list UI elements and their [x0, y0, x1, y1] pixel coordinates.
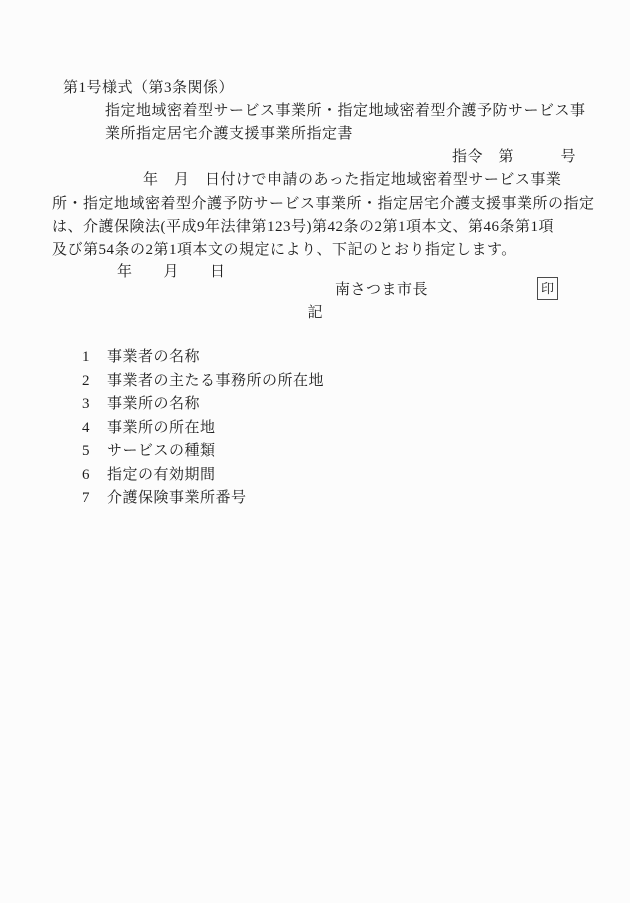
- item-label: 指定の有効期間: [107, 467, 216, 483]
- body-text-line-1: 年 月 日付けで申請のあった指定地域密着型サービス事業: [143, 172, 562, 188]
- item-number: 5: [82, 443, 90, 459]
- item-number: 4: [82, 420, 90, 436]
- record-marker: 記: [307, 305, 323, 321]
- item-label: 介護保険事業所番号: [107, 490, 247, 506]
- item-label: 事業者の主たる事務所の所在地: [107, 373, 325, 389]
- seal-box: [537, 277, 558, 300]
- item-number: 2: [82, 373, 90, 389]
- item-number: 3: [82, 396, 90, 412]
- document-title-line-2: 業所指定居宅介護支援事業所指定書: [105, 126, 354, 142]
- document-title-line-1: 指定地域密着型サービス事業所・指定地域密着型介護予防サービス事: [105, 103, 586, 119]
- seal-label: 印: [540, 281, 554, 296]
- item-label: 事業者の名称: [107, 349, 201, 365]
- issue-date-line: 年 月 日: [117, 264, 226, 280]
- form-number: 第1号様式（第3条関係）: [63, 80, 235, 96]
- body-text-line-3: は、介護保険法(平成9年法律第123号)第42条の2第1項本文、第46条第1項: [52, 219, 554, 235]
- item-number: 1: [82, 349, 90, 365]
- body-text-line-2: 所・指定地域密着型介護予防サービス事業所・指定居宅介護支援事業所の指定: [52, 196, 595, 212]
- item-number: 7: [82, 490, 90, 506]
- item-label: 事業所の所在地: [107, 420, 216, 436]
- item-number: 6: [82, 467, 90, 483]
- item-label: 事業所の名称: [107, 396, 201, 412]
- body-text-line-4: 及び第54条の2第1項本文の規定により、下記のとおり指定します。: [52, 242, 517, 258]
- directive-number-line: 指令 第 号: [452, 149, 577, 165]
- item-label: サービスの種類: [107, 443, 216, 459]
- list-item: [65, 467, 247, 530]
- mayor-signature: 南さつま市長: [335, 282, 429, 298]
